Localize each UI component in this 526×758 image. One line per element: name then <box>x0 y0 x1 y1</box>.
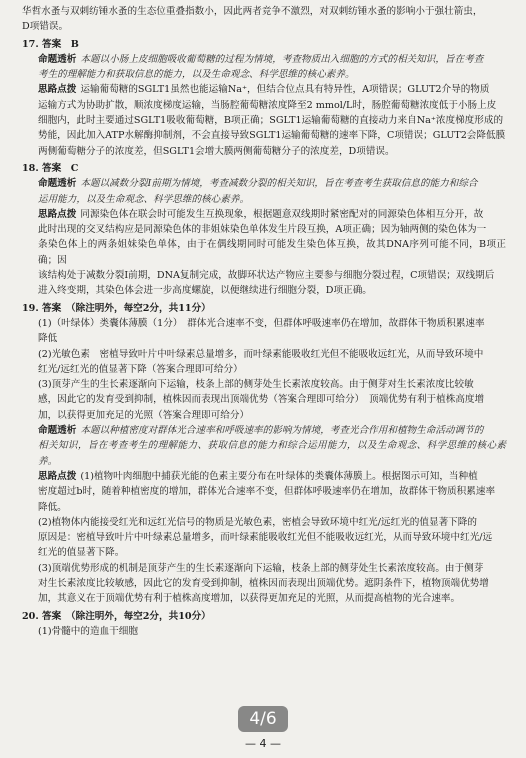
thinking-19 <box>22 469 506 484</box>
text-line: 该结构处于减数分裂Ⅰ前期，DNA复制完成，故脚环状达产物应主要参与细胞分裂过程，C项错误；双线期后 <box>38 270 495 282</box>
text-line: 对生长素浓度比较敏感，因此它的发育受到抑制，植株因而表现出顶端优势。遮阴条件下，植物顶端优势增 <box>38 577 489 589</box>
analysis-text: 本题以减数分裂Ⅰ前期为情境，考查减数分裂的相关知识，旨在考查考生获取信息的能力和综合 <box>80 178 478 190</box>
analysis-tag: 命题透析 <box>38 425 77 437</box>
text-line: 相关知识，旨在考查考生的理解能力、获取信息的能力和综合运用能力，以及生命观念、科学思维的核心素养。 <box>38 440 506 467</box>
text-line: 进入终变期，其染色体会进一步高度螺旋，以便继续进行细胞分裂，D项正确。 <box>38 285 372 297</box>
thinking-18 <box>22 207 506 222</box>
text-line: 原因是：密植导致叶片中叶绿素总量增多，而叶绿素能吸收红光但不能吸收远红光，从而导致环境中红光/远 <box>38 532 493 544</box>
analysis-19 <box>22 423 506 438</box>
text-line: 细胞内，此时主要通过SGLT1吸收葡萄糖，B项正确；SGLT1运输葡萄糖的直接动力来自Na⁺浓度梯度形成的 <box>38 115 504 127</box>
text-line: 此时出现的交叉结构应是同源染色体的非姐妹染色单体发生片段互换，A项正确；因为轴两侧的染色体为一 <box>38 224 487 236</box>
thinking-text: 同源染色体在联会时可能发生互换现象，根据题意双线期时紧密配对的同源染色体相互分开，故 <box>80 208 484 220</box>
text-line: 势能，因此加入ATP水解酶抑制剂，不会直接导致SGLT1运输葡萄糖的速率下降，C项错误；GLUT2会降低膜 <box>38 130 506 142</box>
analysis-tag: 命题透析 <box>38 53 77 65</box>
text-line: 红光/远红光的值显著下降（答案合理即可给分） <box>38 363 243 375</box>
thinking-tag: 思路点拨 <box>38 470 77 482</box>
analysis-17 <box>22 52 506 67</box>
text-line: (1)骨髓中的造血干细胞 <box>38 625 138 637</box>
text-line: 运输方式为协助扩散，顺浓度梯度运输，当肠腔葡萄糖浓度降至2 mmol/L时，肠腔葡萄糖浓度低于小肠上皮 <box>38 99 497 111</box>
answer-heading-20: 20. 答案 （除注明外，每空2分，共10分） <box>22 610 211 622</box>
text-line: 运用能力，以及生命观念、科学思维的核心素养。 <box>38 193 250 205</box>
answer-heading-17: 17. 答案 B <box>22 38 79 50</box>
text-line: 密度超过b时，随着种植密度的增加，群体光合速率不变，但群体呼吸速率仍在增加，故群体干物质积累速率 <box>38 486 496 498</box>
text-line: 加，以获得更加充足的光照（答案合理即可给分） <box>38 409 250 421</box>
text-line: 降低 <box>38 333 58 345</box>
text-line: 考生的理解能力和获取信息的能力，以及生命观念、科学思维的核心素养。 <box>38 69 355 81</box>
text-line: 两侧葡萄糖分子的浓度差，但SGLT1会增大膜两侧葡萄糖分子的浓度差，D项错误。 <box>38 145 395 157</box>
text-line: 条染色体上的两条姐妹染色单体，由于在偶线期同时可能发生染色体互换，故其DNA序列可能不同，B项正确；因 <box>38 239 506 266</box>
thinking-tag: 思路点拨 <box>38 84 77 96</box>
text-line: (2)植物体内能接受红光和远红光信号的物质是光敏色素，密植会导致环境中红光/远红光的值显著下降的 <box>38 516 477 528</box>
text-line: (2)光敏色素 密植导致叶片中叶绿素总量增多，而叶绿素能吸收红光但不能吸收远红光，从而导致环境中 <box>38 348 484 360</box>
text-line: 降低。 <box>38 501 67 513</box>
page-number: — 4 — <box>245 737 281 750</box>
answer-heading-18: 18. 答案 C <box>22 162 79 174</box>
thinking-text: (1)植物叶肉细胞中捕获光能的色素主要分布在叶绿体的类囊体薄膜上。根据图示可知，当种植 <box>80 470 478 482</box>
analysis-text: 本题以小肠上皮细胞吸收葡萄糖的过程为情境，考查物质出入细胞的方式的相关知识，旨在考查 <box>80 53 484 65</box>
page-indicator-badge[interactable]: 4/6 <box>238 706 288 732</box>
text-line: D项错误。 <box>22 21 69 33</box>
thinking-tag: 思路点拨 <box>38 208 77 220</box>
text-line: 红光的值显著下降。 <box>38 547 125 559</box>
answer-heading-19: 19. 答案 （除注明外，每空2分，共11分） <box>22 302 211 314</box>
text-line: 加，其意义在于顶端优势有利于植株高度增加，以获得更加充足的光照，从而提高植物的光合速率。 <box>38 593 461 605</box>
text-line: 感，因此它的发育受到抑制，植株因而表现出顶端优势（答案合理即可给分） 顶端优势有利于植株高度增 <box>38 394 485 406</box>
text-line: 华哲水蚤与双刺纺锤水蚤的生态位重叠指数小，因此两者竞争不激烈，对双刺纺锤水蚤的影响小于强壮箭虫， <box>22 6 483 17</box>
analysis-18 <box>22 176 506 191</box>
thinking-text: 运输葡萄糖的SGLT1虽然也能运输Na⁺，但结合位点具有特异性，A项错误；GLUT2介导的物质 <box>80 84 490 96</box>
text-line: (3)顶端优势形成的机制是顶芽产生的生长素逐渐向下运输，枝条上部的侧芽处生长素浓度较高。由于侧芽 <box>38 562 484 574</box>
analysis-text: 本题以种植密度对群体光合速率和呼吸速率的影响为情境，考查光合作用和植物生命活动调节的 <box>80 425 484 437</box>
analysis-tag: 命题透析 <box>38 178 77 190</box>
text-line: (3)顶芽产生的生长素逐渐向下运输，枝条上部的侧芽处生长素浓度较高。由于侧芽对生长素浓度比较敏 <box>38 379 474 391</box>
thinking-17 <box>22 82 506 97</box>
text-line: (1)（叶绿体）类囊体薄膜（1分） 群体光合速率不变，但群体呼吸速率仍在增加，故群体干物质积累速率 <box>38 317 485 329</box>
